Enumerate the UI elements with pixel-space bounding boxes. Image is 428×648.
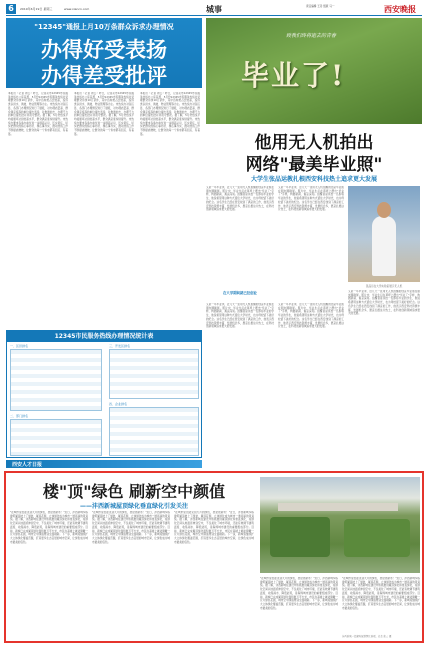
ad-text: 西安人才日报 (12, 462, 43, 468)
right-headline-1: 他用无人机拍出 (254, 133, 374, 153)
rooftop-garden-right (344, 519, 410, 557)
left-story-header (6, 18, 202, 88)
section-title: 城事 (206, 5, 222, 14)
table-grid-a (10, 349, 102, 411)
right-story (206, 18, 422, 458)
photo-script-text: 致我们终将逝去的青春 (286, 33, 337, 39)
portrait-figure (372, 216, 396, 276)
portrait-head (377, 202, 391, 218)
table-sub-c: 三、开发区排名 (109, 344, 131, 348)
logo: 西安晚报 (384, 4, 416, 14)
table-sub-b: 二、部门排名 (10, 414, 29, 418)
right-subhead: 大学生张品运教扎根西安科技热土追求更大发展 (250, 176, 377, 183)
right-body-col3: 又是一年毕业季，近几天一张用无人机拍摄的创意毕业照在朋友圈刷屏。照片中，毕业生们在草坪上摆出"毕业了"字样，构图新颖、寓意深刻。拍摄者是该校一名即将毕业的学生，他说希望用这种方式留住大学时光，也为母校留下美好的纪念。这名学生已经在西安找到了满意的工作，他表示西安科技资源丰富、发展机会多，愿意扎根这片热土，在科技创新领域追求更大的发展。 (348, 290, 420, 316)
site-url: www.xiancn.com (64, 7, 90, 11)
photo-grass-text: 毕业了! (241, 59, 346, 92)
portrait-caption: 张品运在大学实验室展示无人机 (365, 285, 403, 288)
editor-info: 责任编辑 王丹 组版 马一 (306, 5, 335, 8)
bottom-subhead: ——沣西新城屋顶绿化垂直绿化引发关注 (79, 503, 188, 510)
left-story-headline-2: 办得差受批评 (41, 63, 167, 88)
left-story-kicker: "12345"通报上月10万条群众诉求办理情况 (34, 23, 174, 31)
ad-strip (6, 460, 202, 468)
rooftop-building (278, 503, 398, 511)
bottom-body-col2: "在城市里也能见到大片的绿色，感觉很新奇！"近日，沣西新城多栋建筑屋顶披上了绿装，屋顶花园、立体绿化成为城市一道亮丽的风景线。据了解，沣西新城在建设中积极推进屋顶绿化和垂直绿化，将绿化空间从地面延伸到空中，不仅美化了城市环境，还能有效调节建筑温度、收集雨水、降低能耗，是海绵城市建设的重要组成部分。目前，新城已完成屋顶绿化面积数万平方米，市民在高楼上就能俯瞰一片片绿色花园，城市空中颜值得到全面刷新。下一步，新城将继续扩大立体绿化覆盖范围，打造更多生态宜居的城市空间，让绿色成为城市最美的底色。 (92, 511, 170, 544)
portrait-photo (348, 186, 420, 282)
right-headline-2: 网络"最美毕业照" (245, 155, 383, 175)
table-sub-d: 四、企业排名 (109, 402, 128, 406)
bottom-body-col1: "在城市里也能见到大片的绿色，感觉很新奇！"近日，沣西新城多栋建筑屋顶披上了绿装，屋顶花园、立体绿化成为城市一道亮丽的风景线。据了解，沣西新城在建设中积极推进屋顶绿化和垂直绿化，将绿化空间从地面延伸到空中，不仅美化了城市环境，还能有效调节建筑温度、收集雨水、降低能耗，是海绵城市建设的重要组成部分。目前，新城已完成屋顶绿化面积数万平方米，市民在高楼上就能俯瞰一片片绿色花园，城市空中颜值得到全面刷新。下一步，新城将继续扩大立体绿化覆盖范围，打造更多生态宜居的城市空间，让绿色成为城市最美的底色。 (10, 511, 88, 544)
table-sub-a: 一、区县排名 (10, 344, 29, 348)
rooftop-photo (260, 477, 420, 573)
rooftop-garden-left (270, 517, 330, 557)
left-body-col2: 本报讯（记者 周云）昨日，记者从市12345市民服务热线办公室获悉，5月份12345市民服务热线共受理群众诉求10万余件，其中咨询类占比较高，投诉类以供水、供暖、物业管理等为主。市热线办对各区县、各部门办理情况进行了通报，对办理质量高、群众满意度高的单位提出表扬，对推诿扯皮、办理不力的单位提出批评并责令整改。据了解，5月份热线平均接通率达到较高水平，群众满意度持续提升。市热线办要求各承办单位进一步提高认识，压实责任，切实把群众的烦心事办好、操心事办实，推动热线工作不断提质增效，让群众的每一个诉求都有回应、有着落。 (74, 92, 134, 136)
right-col-head: 在大学期间就已经创业 (223, 291, 257, 295)
table-grid-d (109, 407, 199, 456)
right-body-col2: 又是一年毕业季，近几天一张用无人机拍摄的创意毕业照在朋友圈刷屏。照片中，毕业生们在草坪上摆出"毕业了"字样，构图新颖、寓意深刻。拍摄者是该校一名即将毕业的学生，他说希望用这种方式留住大学时光，也为母校留下美好的纪念。这名学生已经在西安找到了满意的工作，他表示西安科技资源丰富、发展机会多，愿意扎根这片热土，在科技创新领域追求更大的发展。 (278, 186, 344, 212)
graduation-photo (206, 18, 422, 124)
bottom-body-col4: "在城市里也能见到大片的绿色，感觉很新奇！"近日，沣西新城多栋建筑屋顶披上了绿装，屋顶花园、立体绿化成为城市一道亮丽的风景线。据了解，沣西新城在建设中积极推进屋顶绿化和垂直绿化，将绿化空间从地面延伸到空中，不仅美化了城市环境，还能有效调节建筑温度、收集雨水、降低能耗，是海绵城市建设的重要组成部分。目前，新城已完成屋顶绿化面积数万平方米，市民在高楼上就能俯瞰一片片绿色花园，城市空中颜值得到全面刷新。下一步，新城将继续扩大立体绿化覆盖范围，打造更多生态宜居的城市空间，让绿色成为城市最美的底色。 (260, 577, 338, 610)
stats-table-title: 12345市民服务热线办理情况统计表 (7, 331, 201, 342)
bottom-caption: 沣西新城一处建筑屋顶绿化景观。记者 张三 摄 (342, 635, 392, 638)
page-number: 6 (6, 4, 16, 14)
bottom-body-col3: "在城市里也能见到大片的绿色，感觉很新奇！"近日，沣西新城多栋建筑屋顶披上了绿装，屋顶花园、立体绿化成为城市一道亮丽的风景线。据了解，沣西新城在建设中积极推进屋顶绿化和垂直绿化，将绿化空间从地面延伸到空中，不仅美化了城市环境，还能有效调节建筑温度、收集雨水、降低能耗，是海绵城市建设的重要组成部分。目前，新城已完成屋顶绿化面积数万平方米，市民在高楼上就能俯瞰一片片绿色花园，城市空中颜值得到全面刷新。下一步，新城将继续扩大立体绿化覆盖范围，打造更多生态宜居的城市空间，让绿色成为城市最美的底色。 (174, 511, 254, 544)
page-header (6, 4, 422, 16)
bottom-headline: 楼"顶"绿色 刷新空中颜值 (42, 482, 226, 501)
left-story-headline-1: 办得好受表扬 (41, 37, 167, 62)
right-body-col1b: 又是一年毕业季，近几天一张用无人机拍摄的创意毕业照在朋友圈刷屏。照片中，毕业生们在草坪上摆出"毕业了"字样，构图新颖、寓意深刻。拍摄者是该校一名即将毕业的学生，他说希望用这种方式留住大学时光，也为母校留下美好的纪念。这名学生已经在西安找到了满意的工作，他表示西安科技资源丰富、发展机会多，愿意扎根这片热土，在科技创新领域追求更大的发展。 (206, 303, 274, 329)
dateline: 2019年6月19日 星期三 (20, 7, 53, 11)
stats-table-block (6, 330, 202, 458)
left-body-col1: 本报讯（记者 周云）昨日，记者从市12345市民服务热线办公室获悉，5月份12345市民服务热线共受理群众诉求10万余件，其中咨询类占比较高，投诉类以供水、供暖、物业管理等为主。市热线办对各区县、各部门办理情况进行了通报，对办理质量高、群众满意度高的单位提出表扬，对推诿扯皮、办理不力的单位提出批评并责令整改。据了解，5月份热线平均接通率达到较高水平，群众满意度持续提升。市热线办要求各承办单位进一步提高认识，压实责任，切实把群众的烦心事办好、操心事办实，推动热线工作不断提质增效，让群众的每一个诉求都有回应、有着落。 (8, 92, 68, 136)
left-body-col3: 本报讯（记者 周云）昨日，记者从市12345市民服务热线办公室获悉，5月份12345市民服务热线共受理群众诉求10万余件，其中咨询类占比较高，投诉类以供水、供暖、物业管理等为主。市热线办对各区县、各部门办理情况进行了通报，对办理质量高、群众满意度高的单位提出表扬，对推诿扯皮、办理不力的单位提出批评并责令整改。据了解，5月份热线平均接通率达到较高水平，群众满意度持续提升。市热线办要求各承办单位进一步提高认识，压实责任，切实把群众的烦心事办好、操心事办实，推动热线工作不断提质增效，让群众的每一个诉求都有回应、有着落。 (140, 92, 200, 136)
left-story (6, 18, 202, 328)
right-body-col2b: 又是一年毕业季，近几天一张用无人机拍摄的创意毕业照在朋友圈刷屏。照片中，毕业生们在草坪上摆出"毕业了"字样，构图新颖、寓意深刻。拍摄者是该校一名即将毕业的学生，他说希望用这种方式留住大学时光，也为母校留下美好的纪念。这名学生已经在西安找到了满意的工作，他表示西安科技资源丰富、发展机会多，愿意扎根这片热土，在科技创新领域追求更大的发展。 (278, 303, 344, 329)
right-body-col1: 又是一年毕业季，近几天一张用无人机拍摄的创意毕业照在朋友圈刷屏。照片中，毕业生们在草坪上摆出"毕业了"字样，构图新颖、寓意深刻。拍摄者是该校一名即将毕业的学生，他说希望用这种方式留住大学时光，也为母校留下美好的纪念。这名学生已经在西安找到了满意的工作，他表示西安科技资源丰富、发展机会多，愿意扎根这片热土，在科技创新领域追求更大的发展。 (206, 186, 274, 212)
table-grid-c (109, 349, 199, 399)
table-grid-b (10, 419, 102, 456)
bottom-body-col5: "在城市里也能见到大片的绿色，感觉很新奇！"近日，沣西新城多栋建筑屋顶披上了绿装，屋顶花园、立体绿化成为城市一道亮丽的风景线。据了解，沣西新城在建设中积极推进屋顶绿化和垂直绿化，将绿化空间从地面延伸到空中，不仅美化了城市环境，还能有效调节建筑温度、收集雨水、降低能耗，是海绵城市建设的重要组成部分。目前，新城已完成屋顶绿化面积数万平方米，市民在高楼上就能俯瞰一片片绿色花园，城市空中颜值得到全面刷新。下一步，新城将继续扩大立体绿化覆盖范围，打造更多生态宜居的城市空间，让绿色成为城市最美的底色。 (342, 577, 420, 610)
bottom-story[interactable] (4, 471, 424, 643)
